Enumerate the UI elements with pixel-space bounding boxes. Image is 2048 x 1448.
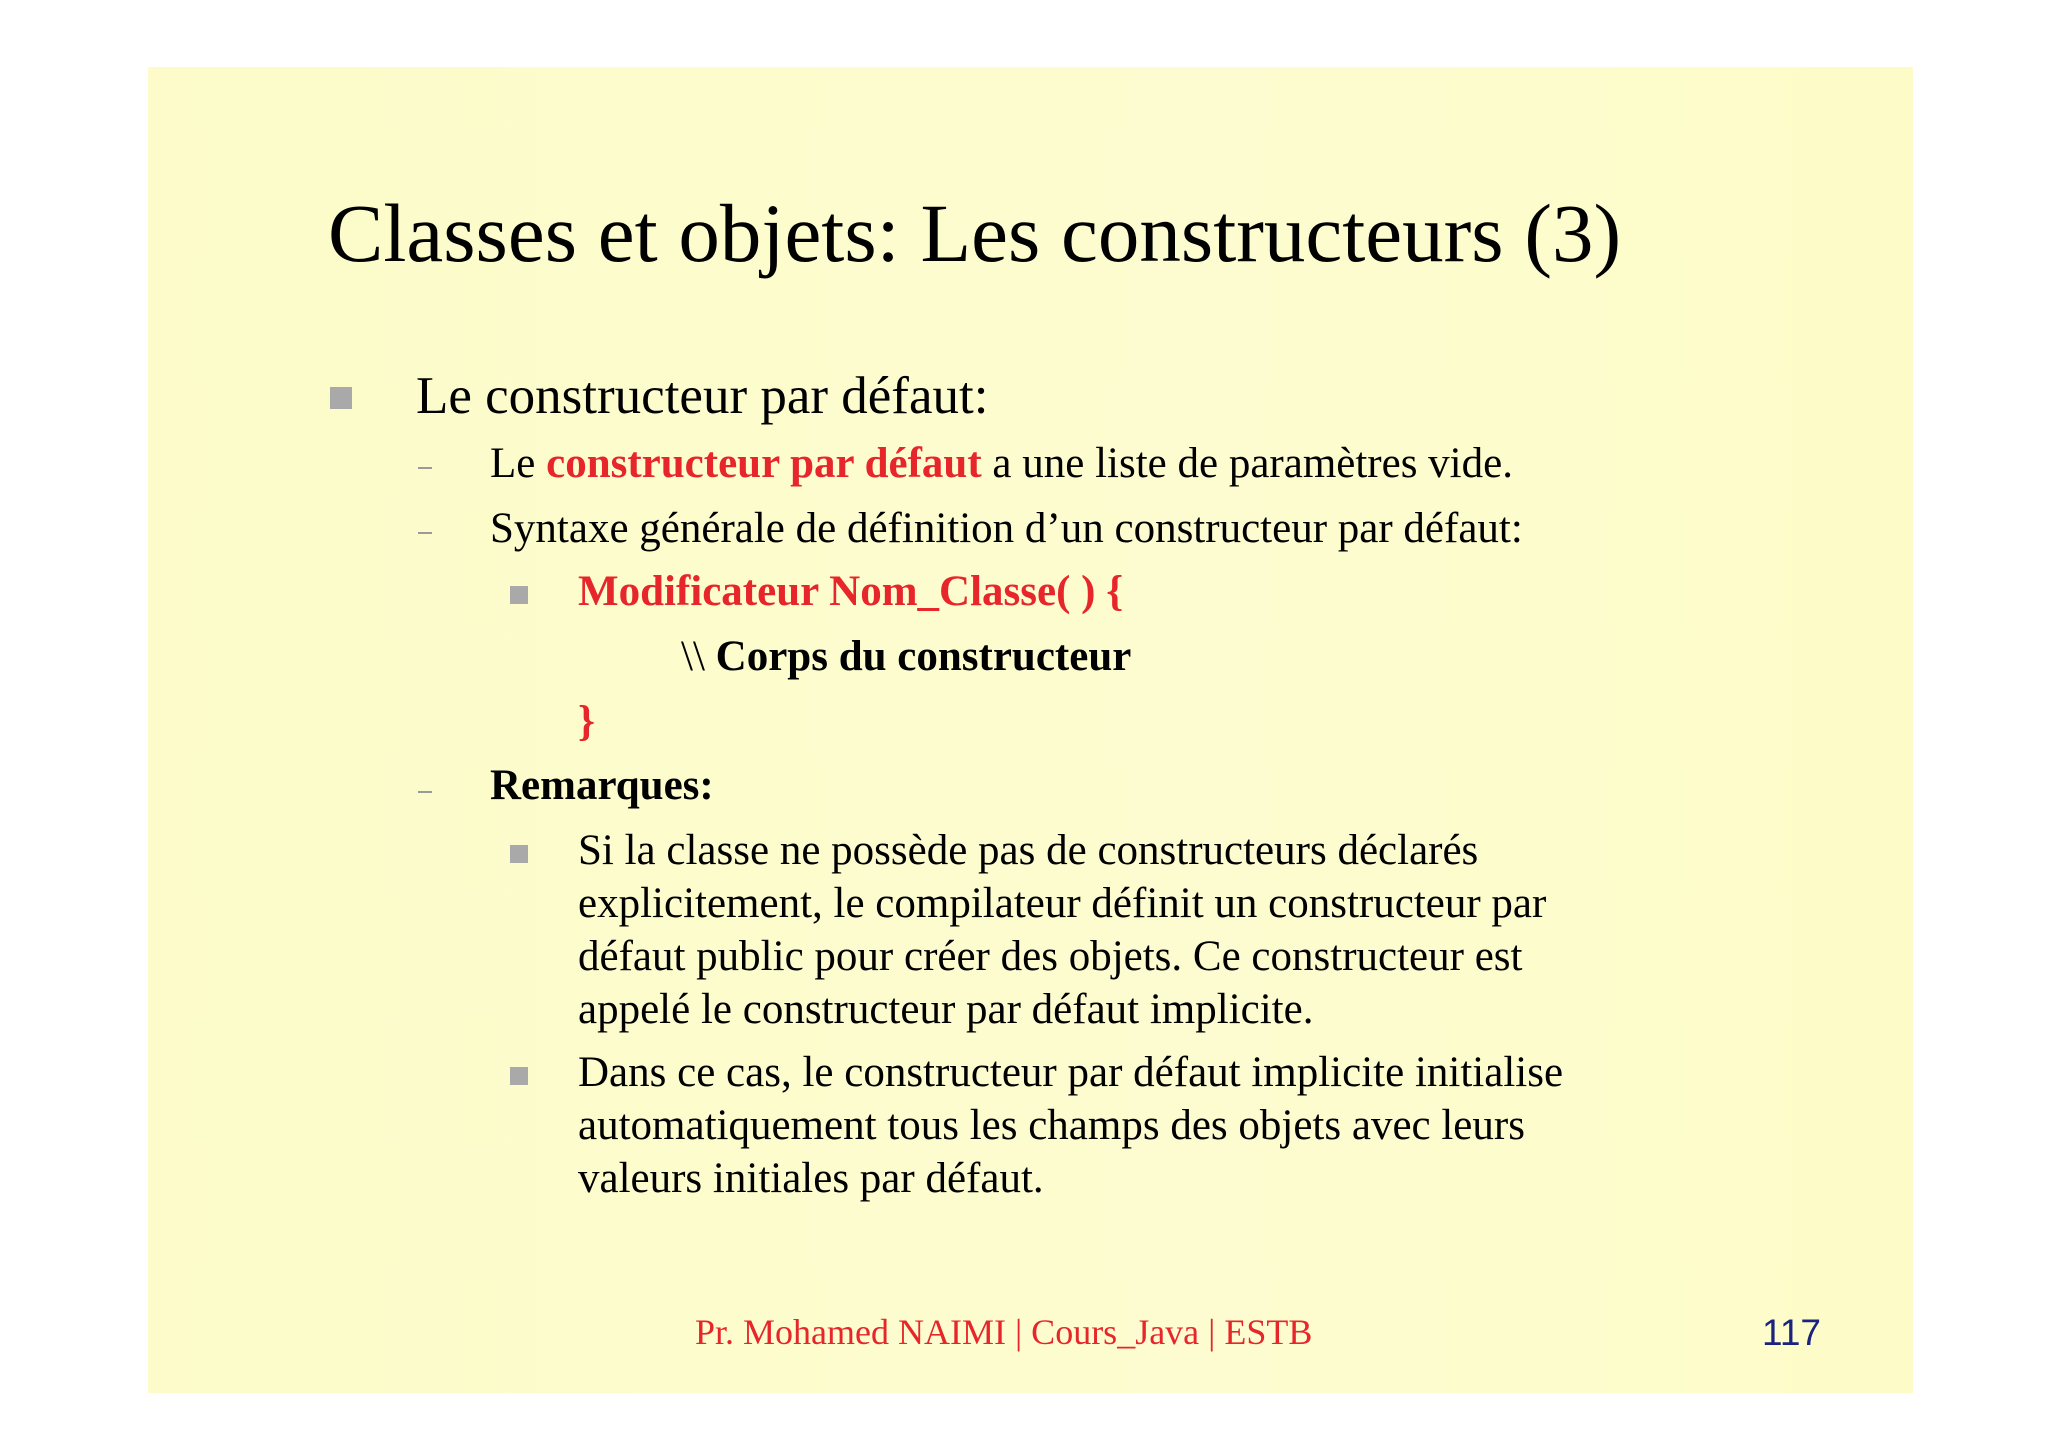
square-bullet-icon bbox=[510, 586, 528, 604]
syntax-line1: Modificateur Nom_Classe( ) { bbox=[578, 568, 1124, 615]
slide bbox=[148, 67, 1913, 1393]
square-bullet-icon bbox=[330, 387, 352, 409]
page-number: 117 bbox=[1762, 1312, 1821, 1353]
syntax-comment bbox=[681, 635, 1131, 678]
slide-footer: Pr. Mohamed NAIMI | Cours_Java | ESTB bbox=[695, 1312, 1313, 1352]
remark2-line2: automatiquement tous les champs des objets avec leurs bbox=[578, 1102, 1525, 1149]
remark2-line1: Dans ce cas, le constructeur par défaut implicite initialise bbox=[578, 1049, 1564, 1096]
level1-text: Le constructeur par défaut: bbox=[416, 367, 989, 425]
point1-suffix: a une liste de paramètres vide. bbox=[981, 440, 1513, 487]
dash-bullet-icon bbox=[418, 791, 432, 793]
remark1-line4: appelé le constructeur par défaut implicite. bbox=[578, 986, 1314, 1033]
square-bullet-icon bbox=[510, 845, 528, 863]
comment-text: Corps du constructeur bbox=[715, 633, 1132, 680]
dash-bullet-icon bbox=[418, 467, 432, 469]
square-bullet-icon bbox=[510, 1067, 528, 1085]
remarks-heading: Remarques: bbox=[490, 762, 714, 809]
point1-text bbox=[490, 442, 1513, 485]
point1-highlight: constructeur par défaut bbox=[546, 440, 982, 487]
remark1-line2: explicitement, le compilateur définit un constructeur par bbox=[578, 880, 1547, 927]
syntax-closing: } bbox=[578, 698, 595, 745]
point2-text: Syntaxe générale de définition d’un constructeur par défaut: bbox=[490, 505, 1523, 552]
point1-prefix: Le bbox=[490, 440, 547, 487]
dash-bullet-icon bbox=[418, 532, 432, 534]
comment-marker: \\ bbox=[681, 633, 716, 680]
remark1-line3: défaut public pour créer des objets. Ce constructeur est bbox=[578, 933, 1523, 980]
remark1-line1: Si la classe ne possède pas de constructeurs déclarés bbox=[578, 827, 1479, 874]
slide-title: Classes et objets: Les constructeurs (3) bbox=[328, 187, 1622, 279]
remark2-line3: valeurs initiales par défaut. bbox=[578, 1155, 1044, 1202]
